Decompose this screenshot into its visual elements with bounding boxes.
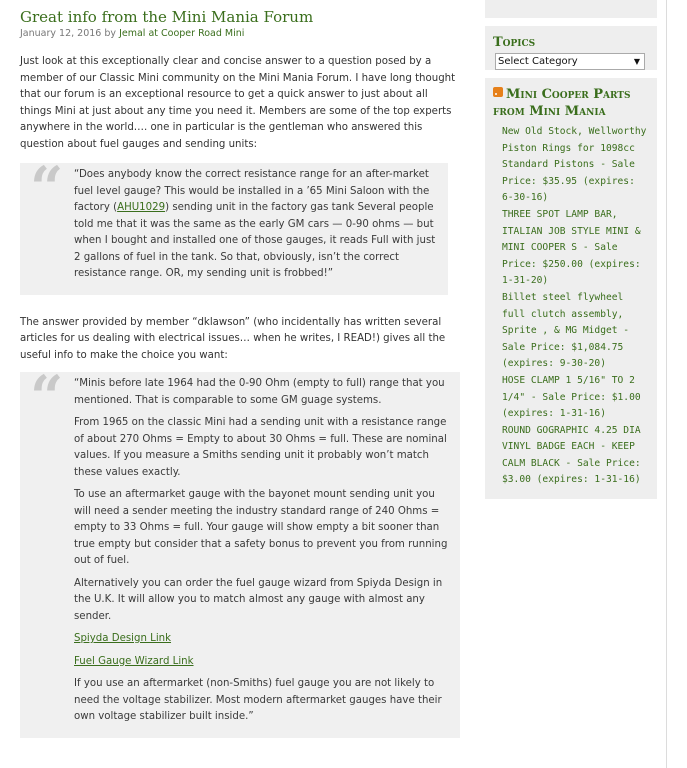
feed-title[interactable]: Mini Cooper Parts from Mini Mania — [493, 87, 631, 119]
answer-closing: If you use an aftermarket (non-Smiths) fuel gauge you are not likely to need the voltage stabilizer. Most modern aftermarket gauges have their own voltage stabilizer built inside.” — [74, 678, 442, 722]
ahu1029-link[interactable]: AHU1029 — [117, 202, 166, 213]
spiyda-design-link[interactable]: Spiyda Design Link — [74, 633, 172, 644]
post-title[interactable]: Great info from the Mini Mania Forum — [20, 8, 314, 26]
question-quote — [20, 154, 448, 295]
topics-title: Topics — [493, 35, 536, 50]
feed-item[interactable]: New Old Stock, Wellworthy Piston Rings for 1098cc Standard Pistons - Sale Price: $35.95 (expires: 6-30-16) — [502, 126, 647, 204]
fuel-gauge-wizard-link[interactable]: Fuel Gauge Wizard Link — [74, 655, 194, 667]
feed-item[interactable]: HOSE CLAMP 1 5/16" TO 2 1/4" - Sale Price: $1.00 (expires: 1-31-16) — [502, 374, 641, 420]
post-by: by — [104, 28, 117, 39]
post-date: January 12, 2016 — [20, 28, 102, 39]
answer-intro: The answer provided by member “dklawson” (who incidentally has written several articles for us dealing with electrical issues… when he writes, I READ!) gives all the useful info to make the choice you want: — [20, 316, 446, 361]
sidebar-top-widget — [485, 0, 657, 18]
question-text — [74, 167, 440, 283]
feed-list — [485, 120, 657, 499]
feed-item[interactable]: Billet steel flywheel full clutch assembly, Sprite , & MG Midget - Sale Price: $1,084.75 (expires: 9-30-20) — [502, 291, 630, 370]
page-border — [666, 0, 667, 768]
feed-item[interactable]: THREE SPOT LAMP BAR, ITALIAN JOB STYLE MINI & MINI COOPER S - Sale Price: $250.00 (expires: 1-31-20) — [502, 208, 641, 287]
category-select[interactable] — [495, 53, 645, 70]
rss-icon[interactable] — [493, 87, 503, 97]
topics-widget — [485, 26, 657, 70]
answer-paragraph: Alternatively you can order the fuel gauge wizard from Spiyda Design in the U.K. It will allow you to match almost any gauge with almost any sender. — [74, 577, 443, 622]
answer-paragraph: From 1965 on the classic Mini had a sending unit with a resistance range of about 270 Ohms = Empty to about 30 Ohms = full. These are nominal values. If you measure a Smiths sending unit it probably won’t match these values exactly. — [74, 417, 447, 478]
quote-mark-icon: “ — [30, 363, 64, 431]
post-intro: Just look at this exceptionally clear and concise answer to a question posed by a member of our Classic Mini community on the Mini Mania Forum. I have long thought that our forum is an exceptional resource to get a quick answer to just about all things Mini at just about any time you need it. Members are some of the top experts anywhere in the world…. one in particular is the gentleman who answered this question about fuel gauges and sending units: — [20, 56, 456, 150]
sidebar — [485, 0, 657, 507]
category-select-value: Select Category — [498, 56, 578, 67]
wizard-link-wrap — [74, 654, 452, 671]
question-text-after: ) sending unit in the factory gas tank Several people told me that it was the same as the early GM cars — 0-90 ohms — but when I bought and installed one of those gauges, it reads Full with just 2 gallons of fuel in the tank. So that, obviously, isn’t the correct resistance range. OR, my sending unit is frobbed!” — [74, 202, 436, 279]
answer-paragraph: “Minis before late 1964 had the 0-90 Ohm (empty to full) range that you mentioned. That is comparable to some GM guage systems. — [74, 378, 445, 406]
chevron-down-icon: ▼ — [633, 57, 640, 66]
answer-paragraph: To use an aftermarket gauge with the bayonet mount sending unit you will need a sender meeting the industry standard range of 240 Ohms = empty to 33 Ohms = full. Your gauge will show empty a bit sooner than true empty but consider that a safety bonus to prevent you from running out of fuel. — [74, 489, 448, 566]
feed-item[interactable]: ROUND GOGRAPHIC 4.25 DIA VINYL BADGE EACH - KEEP CALM BLACK - Sale Price: $3.00 (expires: 1-31-16) — [502, 424, 641, 486]
question-text-before: “Does anybody know the correct resistance range for an after-market fuel level gauge? This would be installed in a ’65 Mini Saloon with the factory ( — [74, 169, 430, 213]
feed-title-wrap — [485, 78, 657, 120]
answer-quote — [20, 363, 460, 738]
spiyda-link-wrap — [74, 631, 452, 648]
blog-post — [20, 8, 460, 738]
post-author-link[interactable]: Jemal at Cooper Road Mini — [119, 28, 245, 39]
quote-mark-icon: “ — [30, 154, 64, 222]
post-meta — [20, 28, 460, 40]
feed-widget — [485, 78, 657, 499]
